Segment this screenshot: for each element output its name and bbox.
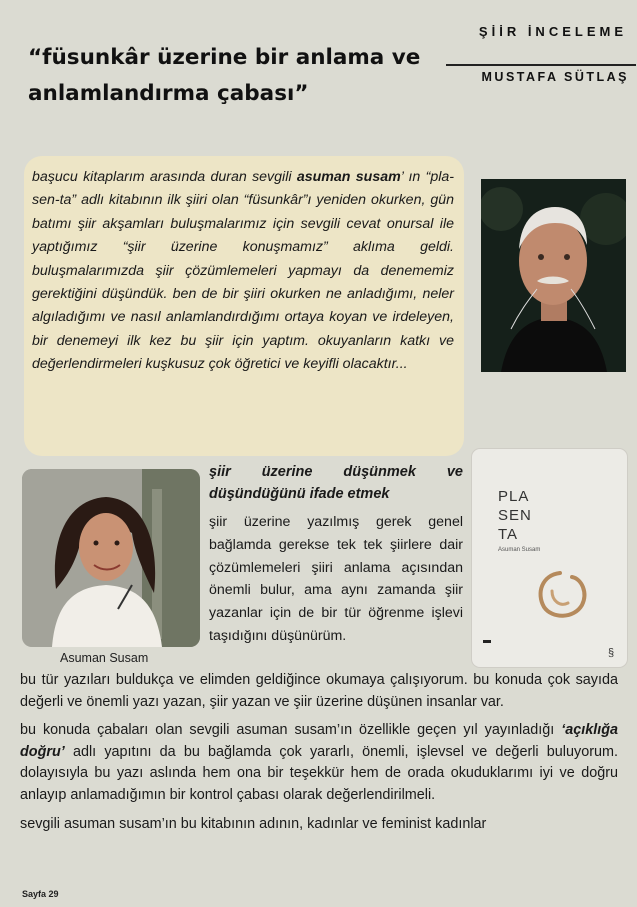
header-divider [446,64,636,66]
article-title: “füsunkâr üzerine bir anlama ve anlamlandırma çabası” [28,45,421,106]
book-cover-mark [483,640,491,643]
body-paragraph-3: sevgili asuman susam’ın bu kitabının adının, kadınlar ve feminist kadınlar [20,815,487,832]
intro-text-start: başucu kitaplarım arasında duran sevgili [32,169,297,185]
book-cover [472,449,627,667]
placenta-illustration [530,567,590,623]
publisher-logo: § [608,647,615,659]
article-body [20,670,618,842]
poet-photo [22,469,200,647]
section-heading: şiir üzerine düşünmek ve düşündüğünü ifade etmek [209,464,463,502]
section-paragraph: şiir üzerine yazılmış gerek genel bağlamda gerekse tek tek şiirlere dair çözümlemeleri şiiri anlama açısından önemli bulur, ama aynı zamanda şiir yazanlar için de bir tür öğrenme işlevi taşıdığını düşünürüm. [209,514,463,644]
book-cover-author: Asuman Susam [498,547,541,553]
intro-highlight-name: asuman susam [296,169,401,185]
section-label: ŞİİR İNCELEME [478,24,627,39]
body-paragraph-2-start: bu konuda çabaları olan sevgili asuman susam’ın özellikle geçen yıl yayınladığı [20,722,562,739]
intro-box [24,156,464,456]
body-paragraph-2-end: adlı yapıtını da bu bağlamda çok yararlı, önemli, işlevsel ve değerli buluyorum. dolayısıyla bu yazı aslında hem ona bir teşekkür hem de orada okuduklarımı iyi ve doğru anlayıp anlamadığımın bir kontrol çabası olarak değerlendirilmeli. [20,743,618,803]
intro-text-rest: ’ ın “pla-sen-ta” adlı kitabının ilk şiiri olan “füsunkâr”ı yeniden okurken, gün batımı şiir akşamları buluşmalarımız için sevgili cevat onursal ile yaptığımız “şiir üzerine konuşmamız” aklıma geldi. buluşmalarımızda şiir çözümlemeleri yapmayı da denememiz gerektiğini düşündük. ben de bir şiiri okurken ne anladığımı, neler algıladığımı ve nasıl anlamlandırdığımı ortaya koyan ve irdeleyen, bir denemeyi ilk kez bu şiir için yaptım. okuyanların katkı ve değerlendirmeleri kuşkusuz çok öğretici ve keyifli olacaktır... [32,169,454,373]
author-photo [481,179,626,372]
page-number: Sayfa 29 [22,889,59,899]
book-cover-title: PLA SEN TA [498,488,532,543]
poet-photo-caption: Asuman Susam [60,651,149,665]
body-paragraph-1: bu tür yazıları buldukça ve elimden geldiğince okumaya çalışıyorum. bu konuda çok sayıda değerli ve önemli yazı yazan, şiir yazan ve şiir üzerine düşünen insanlar var. [20,672,618,710]
body-paragraph-2 [20,720,618,806]
intro-paragraph [32,166,454,377]
book-title-reference: ‘açıklığa doğru’ [20,722,618,760]
author-name: MUSTAFA SÜTLAŞ [481,70,629,84]
